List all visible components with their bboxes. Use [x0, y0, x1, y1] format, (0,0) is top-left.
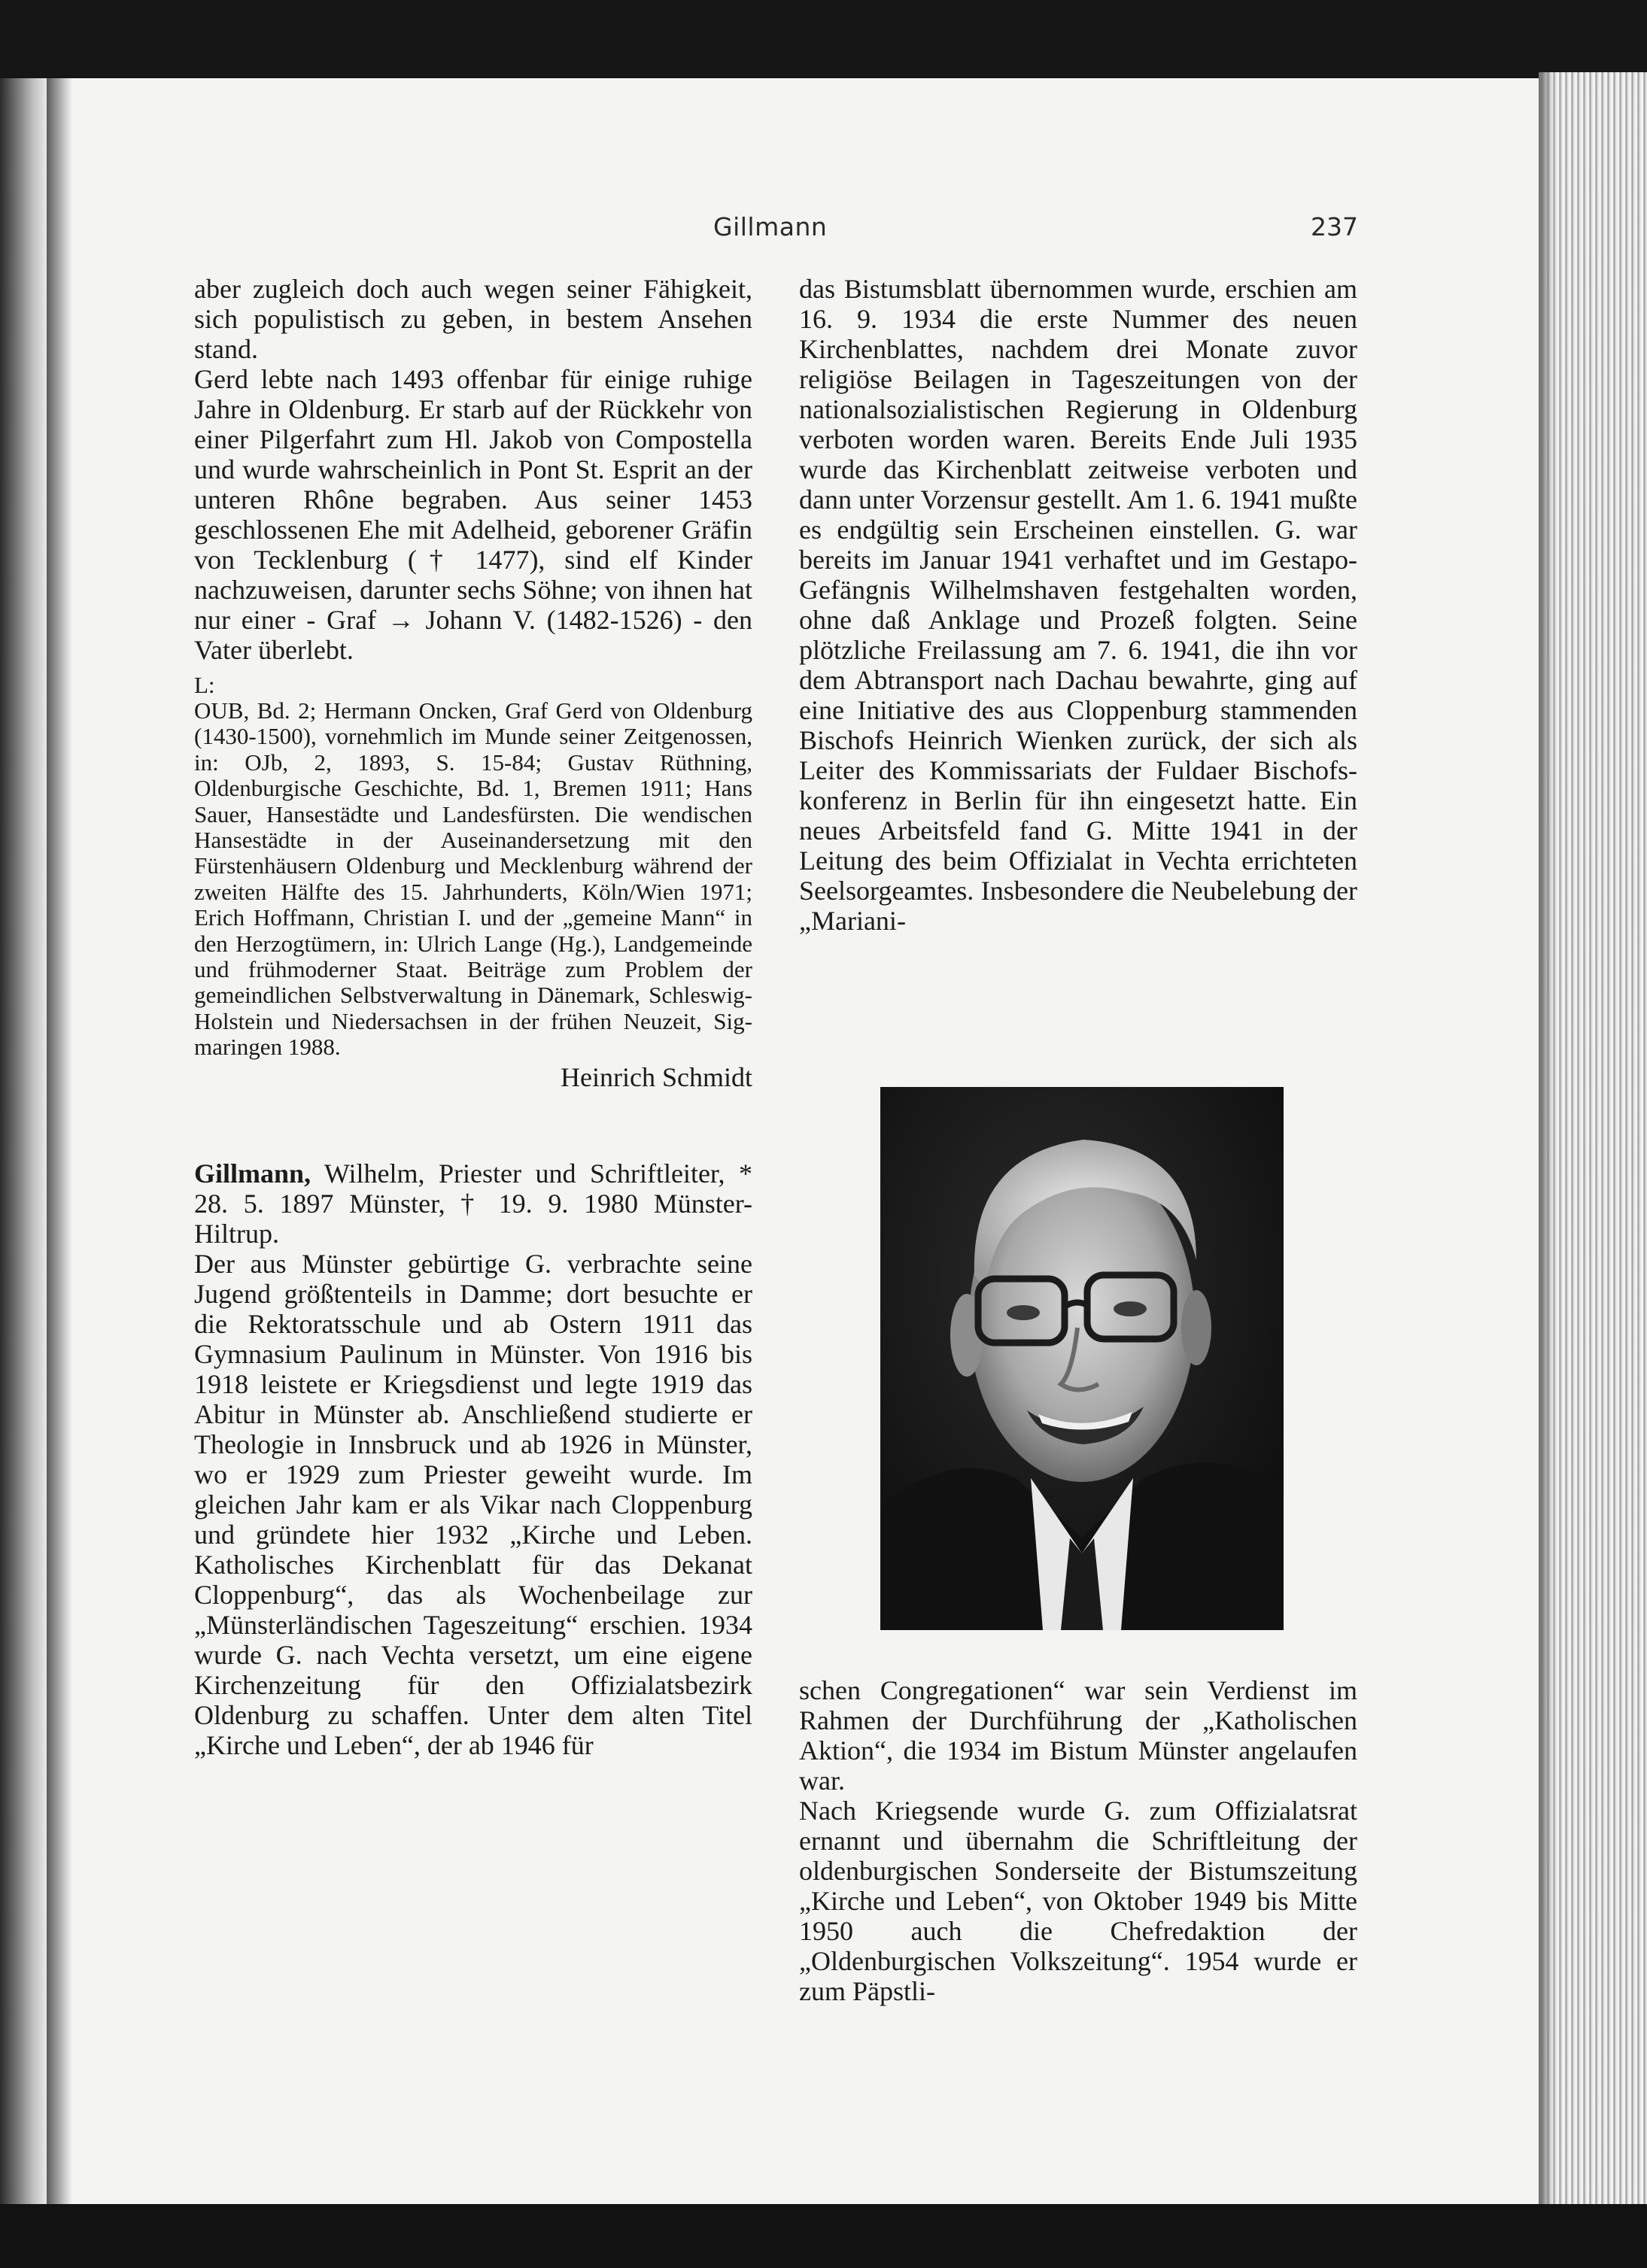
right-text-top: das Bistumsblatt übernommen wurde, erschien am 16. 9. 1934 die erste Nummer des neuen Kirchenblattes, nachdem drei Monate zuvor religiöse Beilagen in Tageszeitungen von der nationalsozialistischen Regierung in Oldenburg verboten worden waren. Bereits Ende Juli 1935 wurde das Kirchenblatt zeitweise verboten und dann unter Vorzensur gestellt. Am 1. 6. 1941 mußte es endgültig sein Erscheinen einstellen. G. war bereits im Januar 1941 verhaftet und im Gestapo-Gefängnis Wilhelmshaven festgehalten worden, ohne daß Anklage und Prozeß folgten. Seine plötzliche Freilassung am 7. 6. 1941, die ihn vor dem Abtransport nach Dachau bewahrte, ging auf eine Initiative des aus Cloppenburg stammenden Bischofs Heinrich Wienken zurück, der sich als Leiter des Kommissariats der Fuldaer Bischofskonferenz in Berlin für ihn eingesetzt hatte. Ein neues Arbeitsfeld fand G. Mitte 1941 in der Leitung des beim Offizialat in Vechta errichteten Seelsorgeamtes. Insbesondere die Neubelebung der „Mariani-: [799, 274, 1357, 936]
literature-label: L:: [194, 672, 215, 698]
left-column: [194, 274, 752, 1760]
right-text-bottom-1: schen Congregationen“ war sein Verdienst im Rahmen der Durchführung der „Katholischen Aktion“, die 1934 im Bistum Münster angelaufen war.: [799, 1675, 1357, 1796]
author-signature: Heinrich Schmidt: [561, 1061, 752, 1092]
right-text-bottom-2: Nach Kriegsende wurde G. zum Offizialatsrat ernannt und übernahm die Schriftleitung der oldenburgischen Sonderseite der Bistumszeitung „Kirche und Leben“, von Oktober 1949 bis Mitte 1950 auch die Chefredaktion der „Oldenburgischen Volkszeitung“. 1954 wurde er zum Päpstli-: [799, 1796, 1357, 2006]
paragraph-gerd: Gerd lebte nach 1493 offenbar für einige ruhige Jahre in Oldenburg. Er starb auf der Rückkehr von einer Pilgerfahrt zum Hl. Jakob von Compostella und wurde wahrscheinlich in Pont St. Esprit an der unteren Rhône begraben. Aus seiner 1453 geschlossenen Ehe mit Adelheid, geborener Gräfin von Tecklenburg († 1477), sind elf Kinder nachzuweisen, darunter sechs Söhne; von ihnen hat nur einer - Graf → Johann V. (1482-1526) - den Vater überlebt.: [194, 364, 752, 665]
page-block-shadow: [1539, 72, 1554, 2209]
continuation-paragraph: aber zugleich doch auch wegen seiner Fähigkeit, sich populistisch zu geben, in bestem Ansehen stand.: [194, 274, 752, 364]
portrait-photo: [880, 1087, 1284, 1630]
literature-list: OUB, Bd. 2; Hermann Oncken, Graf Gerd von Oldenburg (1430-1500), vornehmlich im Munde seiner Zeitgenossen, in: OJb, 2, 1893, S. 15-84; Gustav Rüthning, Oldenburgische Geschichte, Bd. 1, Bremen 1911; Hans Sauer, Hansestädte und Landesfürsten. Die wendischen Hansestädte in der Auseinandersetzung mit den Fürstenhäusern Oldenburg und Mecklenburg während der zweiten Hälfte des 15. Jahrhunderts, Köln/Wien 1971; Erich Hoffmann, Christian I. und der „gemeine Mann“ in den Herzogtümern, in: Ulrich Lange (Hg.), Landgemeinde und frühmoderner Staat. Beiträge zum Problem der gemeindlichen Selbstverwaltung in Dänemark, Schleswig-Holstein und Niedersachsen in der frühen Neuzeit, Sigmaringen 1988.: [194, 697, 752, 1061]
facing-page-edge: [0, 78, 47, 2204]
gutter-shadow: [47, 78, 72, 2204]
entry-headword: Gillmann,: [194, 1158, 311, 1189]
entry-intro: Wilhelm, Priester und Schriftleiter, * 28. 5. 1897 Münster, † 19. 9. 1980 Münster-Hiltrup.: [194, 1158, 752, 1249]
running-head: Gillmann: [713, 212, 828, 241]
entry-heading: [194, 1158, 752, 1249]
scanner-background-bottom: [0, 2204, 1647, 2268]
right-column-bottom: [799, 1675, 1357, 2006]
entry-separator: [194, 1092, 752, 1158]
entry-body: Der aus Münster gebürtige G. verbrachte seine Jugend größtenteils in Damme; dort besuchte er die Rektoratsschule und ab Ostern 1911 das Gymnasium Paulinum in Münster. Von 1916 bis 1918 leistete er Kriegsdienst und legte 1919 das Abitur in Münster ab. Anschließend studierte er Theologie in Innsbruck und ab 1926 in Münster, wo er 1929 zum Priester geweiht wurde. Im gleichen Jahr kam er als Vikar nach Cloppenburg und gründete hier 1932 „Kirche und Leben. Katholisches Kirchenblatt für das Dekanat Cloppenburg“, das als Wochenbeilage zur „Münsterländischen Tageszeitung“ erschien. 1934 wurde G. nach Vechta versetzt, um eine eigene Kirchenzeitung für den Offizialatsbezirk Oldenburg zu schaffen. Unter dem alten Titel „Kirche und Leben“, der ab 1946 für: [194, 1248, 752, 1760]
page-block-edges: [1539, 72, 1647, 2209]
right-column-top: [799, 274, 1357, 936]
page-number: 237: [1311, 212, 1358, 241]
scanner-background-top: [0, 0, 1647, 75]
